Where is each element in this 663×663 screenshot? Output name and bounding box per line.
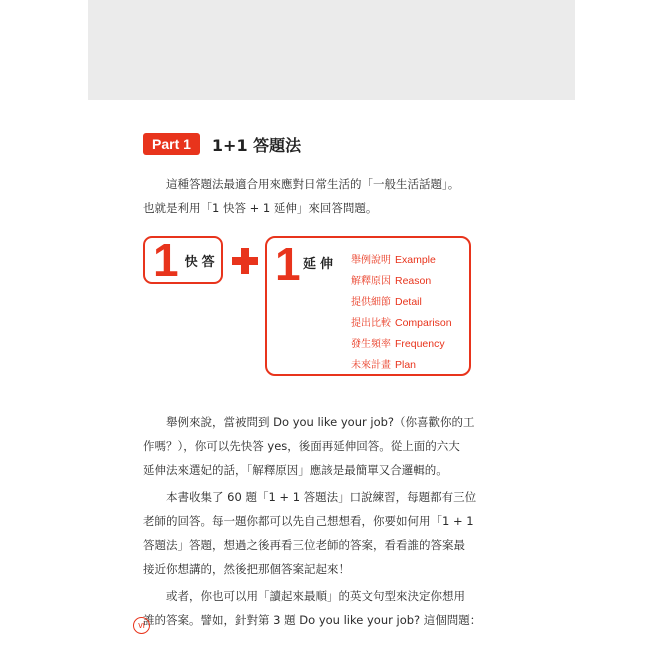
intro-line: 這種答題法最適合用來應對日常生活的「一般生活話題」。 xyxy=(166,177,460,191)
method-item: 提出比較 Comparison xyxy=(351,317,452,329)
paragraph-line: 老師的回答。每一題你都可以先自己想想看，你要如何用「1 + 1 xyxy=(143,514,474,528)
part-badge: Part 1 xyxy=(143,133,200,155)
paragraph-line: 本書收集了 60 題「1 + 1 答題法」口說練習，每題都有三位 xyxy=(143,490,477,504)
intro-line: 也就是利用「1 快答 + 1 延伸」來回答問題。 xyxy=(143,201,378,215)
extension-method-list xyxy=(351,250,452,376)
method-item: 解釋原因 Reason xyxy=(351,275,432,287)
section-title: 1+1 答題法 xyxy=(211,135,302,155)
paragraph-line: 延伸法來選妃的話，「解釋原因」應該是最簡單又合邏輯的。 xyxy=(143,463,448,477)
paragraph-line: 答題法」答題，想過之後再看三位老師的答案，看看誰的答案最 xyxy=(143,538,465,552)
intro-paragraph xyxy=(143,172,479,220)
extend-number: 1 xyxy=(275,238,301,290)
paragraph-line: 舉例來說，當被問到 Do you like your job?（你喜歡你的工 xyxy=(143,415,475,429)
paragraph-line: 作嗎？），你可以先快答 yes，後面再延伸回答。從上面的六大 xyxy=(143,439,460,453)
method-item: 提供細節 Detail xyxy=(351,296,422,308)
body-paragraph-2 xyxy=(143,485,479,581)
top-banner xyxy=(88,0,575,100)
method-item: 舉例說明 Example xyxy=(351,254,436,266)
method-item: 發生頻率 Frequency xyxy=(351,338,445,350)
paragraph-line: 誰的答案。譬如，針對第 3 題 Do you like your job? 這個問題： xyxy=(143,613,482,627)
quick-label: 快答 xyxy=(184,254,219,270)
paragraph-line: 接近你想講的，然後把那個答案記起來！ xyxy=(143,562,350,576)
page-number: vi xyxy=(133,617,150,634)
paragraph-line: 或者，你也可以用「讀起來最順」的英文句型來決定你想用 xyxy=(143,589,465,603)
quick-number: 1 xyxy=(153,234,179,286)
plus-icon xyxy=(232,248,258,274)
body-paragraph-3 xyxy=(143,584,482,632)
extend-label: 延伸 xyxy=(303,257,338,272)
method-item: 未來計畫 Plan xyxy=(351,359,417,371)
body-paragraph-1 xyxy=(143,410,479,482)
quick-answer-box xyxy=(143,236,223,284)
section-heading xyxy=(143,132,301,156)
extend-answer-box xyxy=(265,236,471,376)
